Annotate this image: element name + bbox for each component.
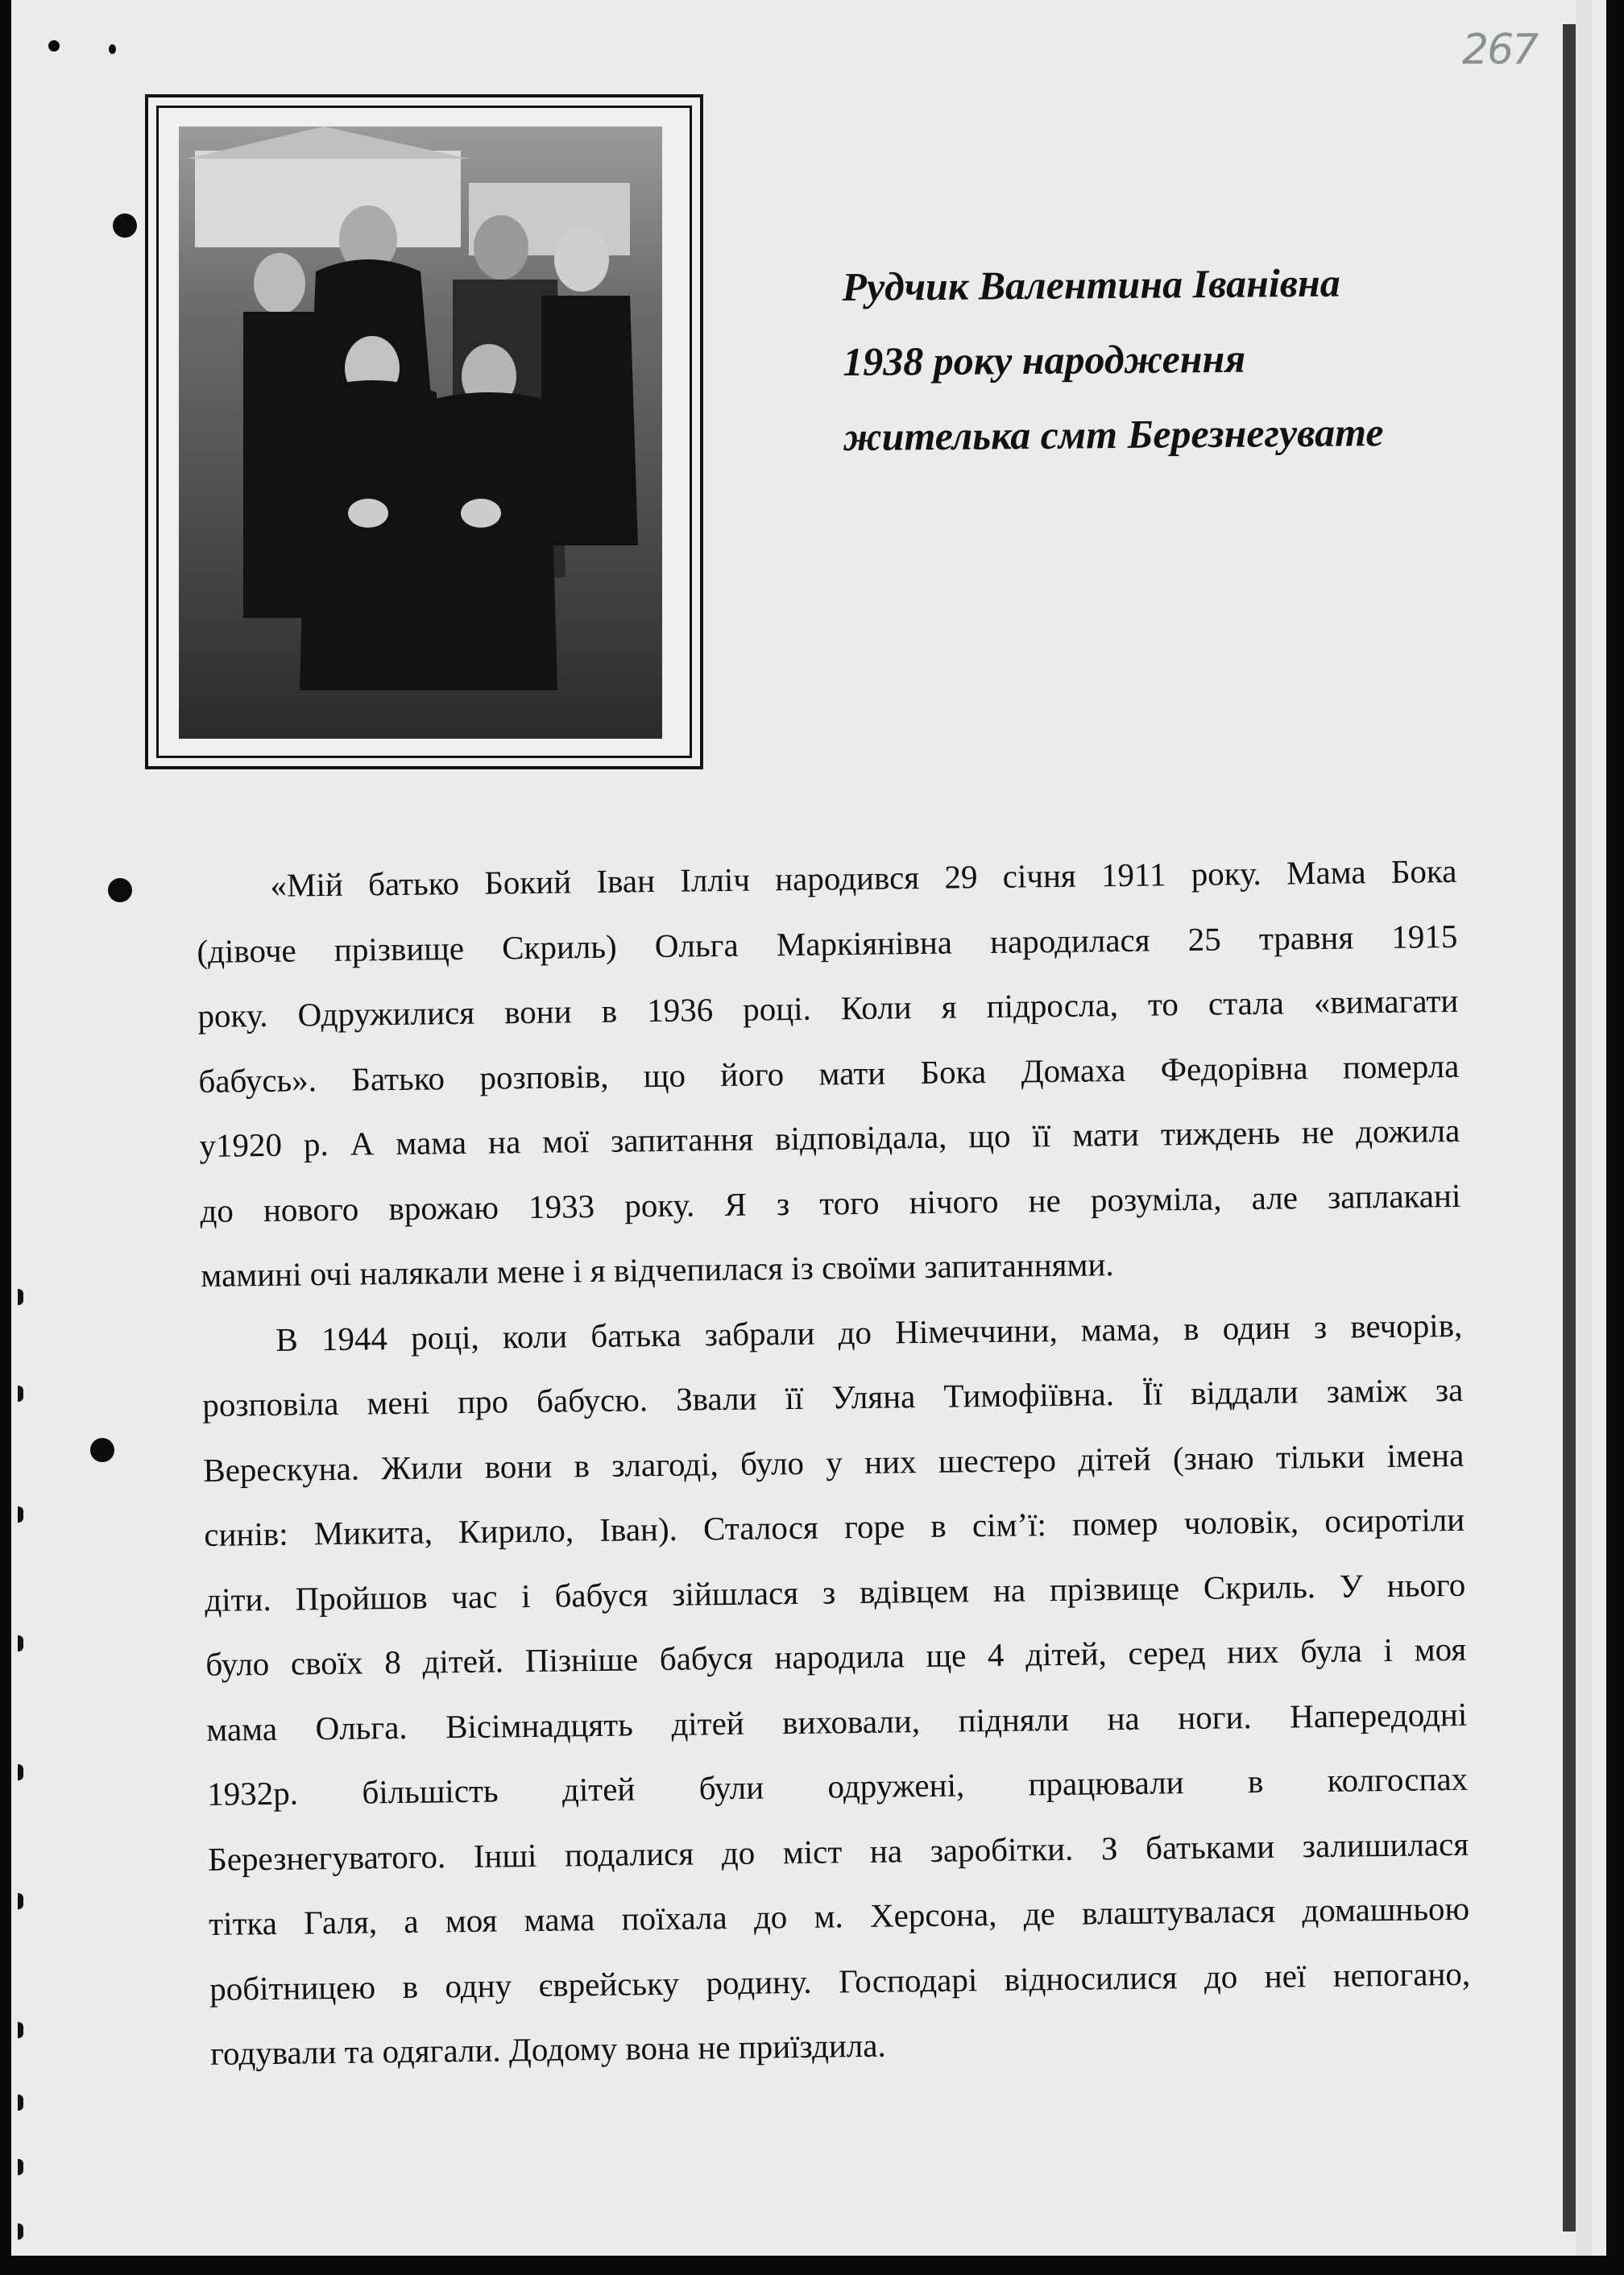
text-line: (дівоче прізвище Скриль) Ольга Маркіянівна народилася 25 травня 1915 — [197, 917, 1458, 970]
scan-speck — [109, 44, 116, 54]
text-line: Березнегуватого. Інші подалися до міст на заробітки. З батьками залишилася — [207, 1825, 1469, 1878]
binding-mark — [18, 1893, 23, 1909]
paragraph-1 — [196, 839, 1462, 1308]
text-line: року. Одружилися вони в 1936 році. Коли я підросла, то стала «вимагати — [197, 981, 1459, 1034]
scan-edge-strip — [1576, 0, 1592, 2256]
residence: жителька смт Березнегувате — [843, 409, 1384, 459]
paragraph-2 — [201, 1292, 1472, 2086]
text-line: годували та одягали. Додому вона не приїздила. — [209, 2026, 886, 2072]
punch-hole — [90, 1438, 114, 1462]
text-line: робітницею в одну єврейську родину. Господарі відносилися до неї непогано, — [209, 1954, 1471, 2008]
testimony-text — [196, 839, 1472, 2086]
scan-speck — [48, 40, 60, 52]
binding-mark — [18, 2022, 23, 2038]
text-line: 1932р. більшість дітей були одружені, працювали в колгоспах — [206, 1759, 1469, 1813]
text-line: Верескуна. Жили вони в злагоді, було у них шестеро дітей (знаю тільки імена — [203, 1436, 1464, 1489]
binding-mark — [18, 2159, 23, 2175]
background-house — [195, 151, 461, 247]
text-line: мама Ольга. Вісімнадцять дітей виховали, підняли на ноги. Напередодні — [205, 1695, 1468, 1748]
binding-mark — [18, 2095, 23, 2111]
person-heading — [842, 245, 1384, 474]
text-line: діти. Пройшов час і бабуся зійшлася з вдівцем на прізвище Скриль. У нього — [205, 1565, 1466, 1618]
binding-mark — [18, 1506, 23, 1523]
scan-edge-shadow — [1563, 24, 1576, 2231]
text-line: синів: Микита, Кирило, Іван). Сталося горе в сім’ї: помер чоловік, осиротіли — [204, 1500, 1465, 1553]
handwritten-page-number: 267 — [1462, 26, 1538, 74]
text-line: до нового врожаю 1933 року. Я з того нічого не розуміла, але заплакані — [200, 1176, 1461, 1229]
punch-hole — [108, 878, 132, 902]
text-line: «Мій батько Бокий Іван Ілліч народився 29 січня 1911 року. Мама Бока — [270, 852, 1457, 904]
text-line: розповіла мені про бабусю. Звали її Уляна Тимофіївна. Її віддали заміж за — [202, 1370, 1464, 1423]
person-name: Рудчик Валентина Іванівна — [842, 259, 1341, 309]
family-photo — [179, 126, 662, 739]
binding-mark — [18, 2223, 23, 2240]
family-photo-frame — [145, 94, 703, 769]
text-line: мамині очі налякали мене і я відчепилася із своїми запитаннями. — [201, 1245, 1114, 1294]
binding-mark — [18, 1386, 23, 1402]
text-line: тітка Галя, а моя мама поїхала до м. Херсона, де влаштувалася домашньою — [208, 1889, 1470, 1942]
birth-year: 1938 року народження — [842, 335, 1246, 384]
binding-mark — [18, 1289, 23, 1305]
punch-hole — [113, 213, 137, 238]
binding-mark — [18, 1635, 23, 1651]
text-line: В 1944 році, коли батька забрали до Німеччини, мама, в один з вечорів, — [276, 1306, 1463, 1358]
binding-mark — [18, 1764, 23, 1780]
text-line: у1920 р. А мама на мої запитання відповідала, що її мати тиждень не дожила — [199, 1111, 1460, 1164]
text-line: бабусь». Батько розповів, що його мати Бока Домаха Федорівна померла — [198, 1046, 1460, 1100]
text-line: було своїх 8 дітей. Пізніше бабуся народила ще 4 дітей, серед них була і моя — [205, 1630, 1467, 1683]
